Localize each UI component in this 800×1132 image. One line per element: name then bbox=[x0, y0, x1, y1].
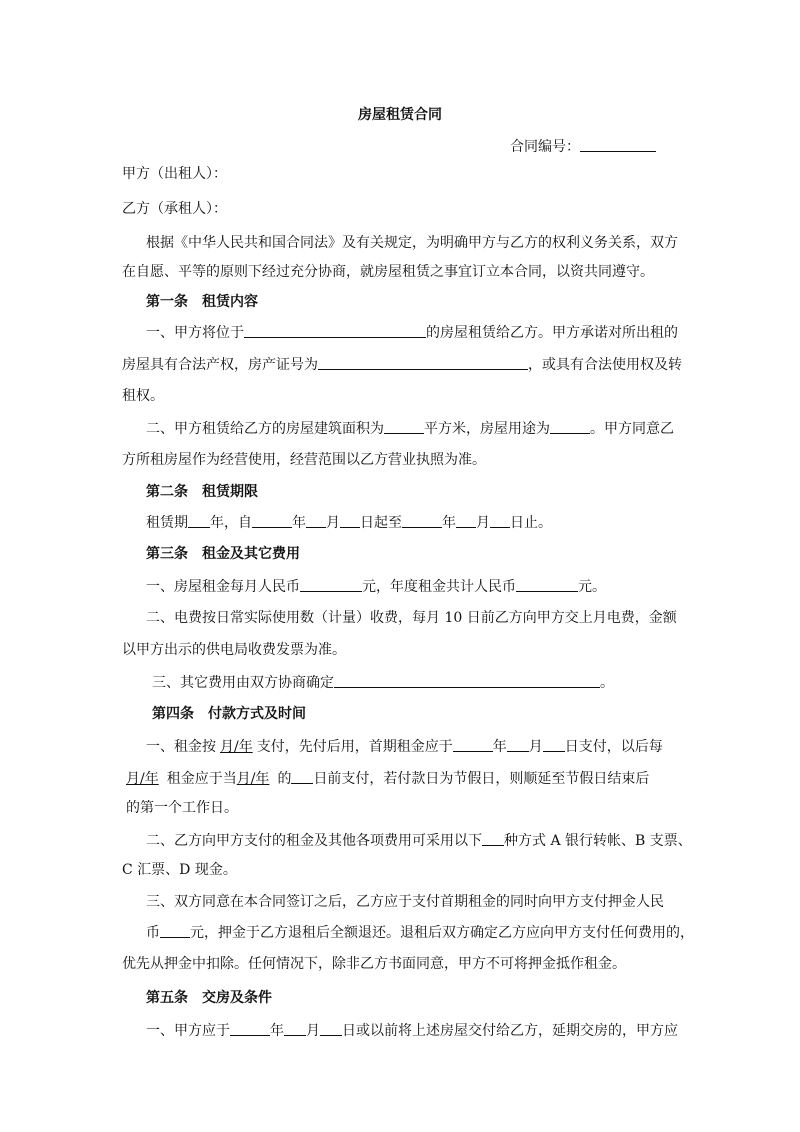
clause-text: ，或具有合法使用权及转 bbox=[528, 357, 682, 373]
clause-text: 元，押金于乙方退租后全额退还。退租后双方确定乙方应向甲方支付任何费用的， bbox=[190, 925, 694, 941]
start-year-blank[interactable] bbox=[252, 512, 292, 528]
clause-text: 平方米，房屋用途为 bbox=[424, 421, 550, 437]
party-a-line: 甲方（出租人）： bbox=[122, 166, 227, 182]
article-1-clause-1-line-1 bbox=[146, 322, 678, 343]
lease-years-blank[interactable] bbox=[188, 512, 210, 528]
clause-text: 元。 bbox=[578, 579, 606, 595]
clause-text: 月 bbox=[476, 515, 490, 531]
handover-month-blank[interactable] bbox=[284, 1020, 306, 1036]
article-4-clause-1-line-2 bbox=[126, 768, 649, 789]
intro-paragraph-line-1: 根据《中华人民共和国合同法》及有关规定，为明确甲方与乙方的权利义务关系，双方 bbox=[146, 235, 678, 251]
first-payment-day-blank[interactable] bbox=[543, 736, 565, 752]
handover-day-blank[interactable] bbox=[320, 1020, 342, 1036]
clause-text: 年 bbox=[492, 739, 507, 755]
subsequent-period-unit[interactable]: 月/年 bbox=[126, 771, 159, 787]
clause-text: 一、甲方应于 bbox=[146, 1023, 230, 1039]
clause-text: 日支付，以后每 bbox=[564, 739, 663, 755]
clause-text: 日止。 bbox=[510, 515, 552, 531]
end-day-blank[interactable] bbox=[490, 512, 510, 528]
clause-text: 种方式 A 银行转帐、B 支票、 bbox=[504, 833, 692, 849]
clause-text: 日或以前将上述房屋交付给乙方，延期交房的，甲方应 bbox=[342, 1023, 678, 1039]
clause-text: 一、租金按 bbox=[146, 739, 216, 755]
property-use-blank[interactable] bbox=[550, 418, 590, 434]
article-5-heading: 第五条 交房及条件 bbox=[146, 990, 272, 1006]
clause-text: 年 bbox=[292, 515, 306, 531]
start-month-blank[interactable] bbox=[306, 512, 326, 528]
clause-text: 元，年度租金共计人民币 bbox=[362, 579, 516, 595]
deposit-amount-blank[interactable] bbox=[160, 922, 190, 938]
article-5-clause-1-line-1 bbox=[146, 1020, 678, 1041]
clause-text: 日起至 bbox=[360, 515, 402, 531]
article-4-clause-1-line-3: 的第一个工作日。 bbox=[126, 800, 238, 816]
article-3-clause-2-line-1: 二、电费按日常实际使用数（计量）收费，每月 10 日前乙方向甲方交上月电费，金额 bbox=[146, 610, 677, 626]
article-1-clause-2-line-2: 方所租房屋作为经营使用，经营范围以乙方营业执照为准。 bbox=[122, 452, 486, 468]
clause-text: 租金应于当 bbox=[166, 771, 237, 787]
article-3-clause-2-line-2: 以甲方出示的供电局收费发票为准。 bbox=[122, 642, 346, 658]
other-fees-blank[interactable] bbox=[334, 672, 600, 688]
article-1-heading: 第一条 租赁内容 bbox=[146, 294, 258, 310]
clause-text: 月 bbox=[306, 1023, 320, 1039]
end-year-blank[interactable] bbox=[402, 512, 442, 528]
clause-text: 租赁期 bbox=[146, 515, 188, 531]
article-4-heading: 第四条 付款方式及时间 bbox=[152, 706, 306, 722]
article-4-clause-3-line-3: 优先从押金中扣除。任何情况下，除非乙方书面同意，甲方不可将押金抵作租金。 bbox=[122, 956, 626, 972]
clause-text: 。 bbox=[600, 675, 614, 691]
clause-text: 支付，先付后用，首期租金应于 bbox=[256, 739, 453, 755]
clause-text: 房屋具有合法产权，房产证号为 bbox=[122, 357, 318, 373]
article-1-clause-2-line-1 bbox=[146, 418, 674, 439]
clause-text: 二、乙方向甲方支付的租金及其他各项费用可采用以下 bbox=[146, 833, 482, 849]
clause-text: 年 bbox=[270, 1023, 284, 1039]
start-day-blank[interactable] bbox=[340, 512, 360, 528]
article-2-heading: 第二条 租赁期限 bbox=[146, 484, 258, 500]
clause-text: 日前支付，若付款日为节假日，则顺延至节假日结束后 bbox=[313, 771, 650, 787]
contract-number-blank[interactable] bbox=[580, 136, 656, 152]
article-1-clause-1-line-2 bbox=[122, 354, 682, 375]
payment-period-unit[interactable]: 月/年 bbox=[220, 739, 253, 755]
article-3-heading: 第三条 租金及其它费用 bbox=[146, 546, 300, 562]
payment-methods-count-blank[interactable] bbox=[482, 830, 504, 846]
clause-text: 月 bbox=[326, 515, 340, 531]
contract-number-label: 合同编号： bbox=[510, 139, 580, 155]
clause-text: 。甲方同意乙 bbox=[590, 421, 674, 437]
document-title: 房屋租赁合同 bbox=[358, 107, 442, 123]
clause-text: 的房屋租赁给乙方。甲方承诺对所出租的 bbox=[426, 325, 678, 341]
clause-text: 一、房屋租金每月人民币 bbox=[146, 579, 300, 595]
clause-text: 二、甲方租赁给乙方的房屋建筑面积为 bbox=[146, 421, 384, 437]
article-4-clause-2-line-1 bbox=[146, 830, 692, 851]
due-period-unit[interactable]: 月/年 bbox=[236, 771, 270, 787]
first-payment-year-blank[interactable] bbox=[453, 736, 493, 752]
clause-text: 币 bbox=[146, 925, 160, 941]
end-month-blank[interactable] bbox=[456, 512, 476, 528]
property-location-blank[interactable] bbox=[244, 322, 426, 338]
clause-text: 年 bbox=[442, 515, 456, 531]
party-b-line: 乙方（承租人）： bbox=[122, 201, 227, 217]
property-cert-number-blank[interactable] bbox=[318, 354, 528, 370]
article-3-clause-3 bbox=[152, 672, 614, 693]
article-4-clause-2-line-2: C 汇票、D 现金。 bbox=[122, 862, 237, 878]
article-4-clause-3-line-1: 三、双方同意在本合同签订之后，乙方应于支付首期租金的同时向甲方支付押金人民 bbox=[146, 894, 664, 910]
first-payment-month-blank[interactable] bbox=[507, 736, 529, 752]
article-1-clause-1-line-3: 租权。 bbox=[122, 388, 164, 404]
article-3-clause-1 bbox=[146, 576, 606, 597]
clause-text: 月 bbox=[528, 739, 543, 755]
clause-text: 的 bbox=[277, 771, 292, 787]
monthly-rent-blank[interactable] bbox=[300, 576, 362, 592]
contract-number-line bbox=[510, 136, 656, 157]
article-2-lease-term-line bbox=[146, 512, 552, 533]
due-day-blank[interactable] bbox=[291, 768, 313, 784]
clause-text: 三、其它费用由双方协商确定 bbox=[152, 675, 334, 691]
clause-text: 一、甲方将位于 bbox=[146, 325, 244, 341]
article-4-clause-1-line-1 bbox=[146, 736, 663, 757]
handover-year-blank[interactable] bbox=[230, 1020, 270, 1036]
article-4-clause-3-line-2 bbox=[146, 922, 694, 943]
floor-area-blank[interactable] bbox=[384, 418, 424, 434]
intro-paragraph-line-2: 在自愿、平等的原则下经过充分协商，就房屋租赁之事宜订立本合同，以资共同遵守。 bbox=[122, 264, 654, 280]
clause-text: 年，自 bbox=[210, 515, 252, 531]
annual-rent-blank[interactable] bbox=[516, 576, 578, 592]
